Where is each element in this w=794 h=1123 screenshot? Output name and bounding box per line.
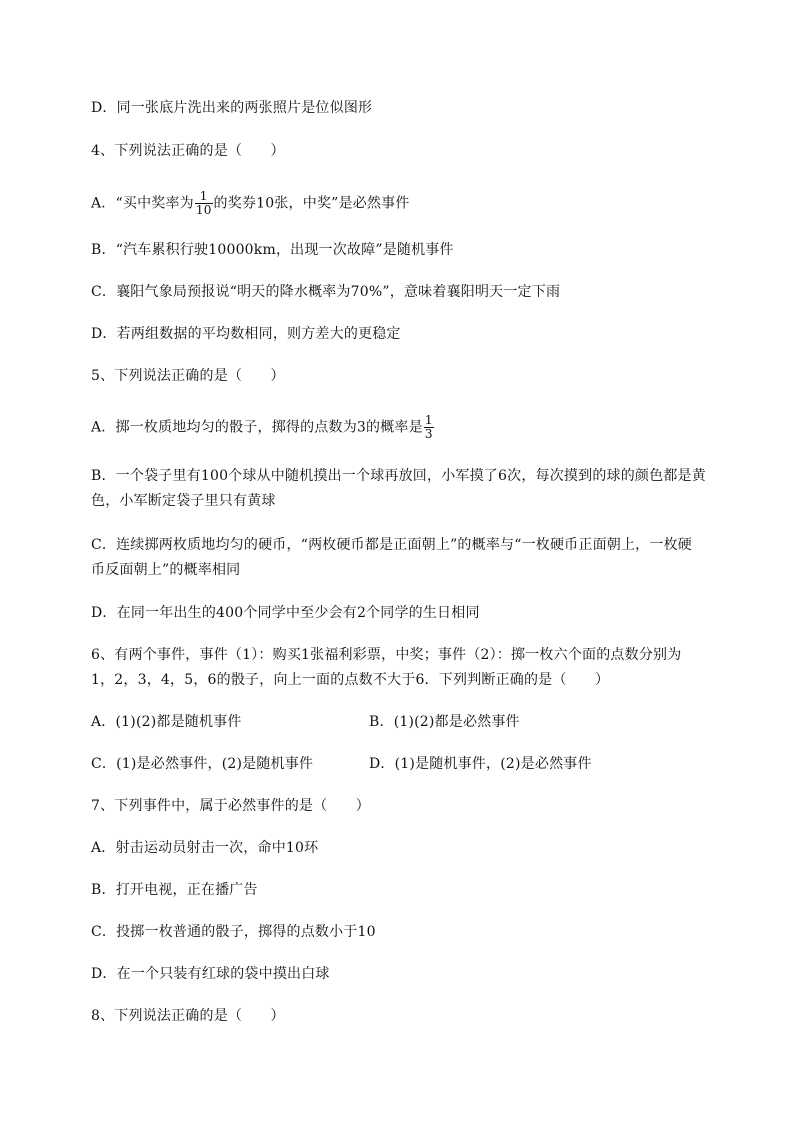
q6-option-b: B．(1)(2)都是必然事件 (369, 714, 520, 730)
q7-option-b: B．打开电视，正在播广告 (91, 882, 258, 898)
q4-option-b: B．“汽车累积行驶10000km，出现一次故障”是随机事件 (91, 242, 454, 258)
q4-stem: 4、下列说法正确的是（ ） (91, 143, 285, 159)
q5-option-c-line1: C．连续掷两枚质地均匀的硬币，“两枚硬币都是正面朝上”的概率与“一枚硬币正面朝上，一枚硬 (91, 537, 692, 553)
q5-option-d: D．在同一年出生的400个同学中至少会有2个同学的生日相同 (91, 605, 480, 621)
fraction: $\frac{1}{3}$ (424, 413, 433, 441)
q7-option-a: A．射击运动员射击一次，命中10环 (91, 840, 319, 856)
q6-options-row2 (91, 754, 313, 774)
q6-option-c: C．(1)是必然事件，(2)是随机事件 (91, 756, 314, 772)
q6-option-a: A．(1)(2)都是随机事件 (91, 714, 242, 730)
q5-option-b-line2: 色，小军断定袋子里只有黄球 (91, 493, 276, 509)
q5-option-b-line1: B．一个袋子里有100个球从中随机摸出一个球再放回，小军摸了6次，每次摸到的球的颜色都是黄 (91, 468, 706, 484)
q4-option-a: A．“买中奖率为 $\frac{1}{10}$ 的奖券10张，中奖”是必然事件 (91, 189, 410, 217)
q5-option-c-line2: 币反面朝上”的概率相同 (91, 562, 241, 578)
q7-option-c: C．投掷一枚普通的骰子，掷得的点数小于10 (91, 924, 376, 940)
q5-option-a: A．掷一枚质地均匀的骰子，掷得的点数为3的概率是 $\frac{1}{3}$ (91, 413, 433, 441)
q4-option-d: D．若两组数据的平均数相同，则方差大的更稳定 (91, 326, 401, 342)
q3-option-d: D．同一张底片洗出来的两张照片是位似图形 (91, 100, 373, 116)
fraction: $\frac{1}{10}$ (195, 189, 212, 217)
q7-option-d: D．在一个只装有红球的袋中摸出白球 (91, 966, 330, 982)
q6-stem-line2: 1，2，3，4，5，6的骰子，向上一面的点数不大于6．下列判断正确的是（ ） (91, 672, 610, 688)
q6-options-row1 (91, 712, 242, 732)
q5-stem: 5、下列说法正确的是（ ） (91, 368, 285, 384)
q6-option-d: D．(1)是随机事件，(2)是必然事件 (369, 756, 592, 772)
q4-option-c: C．襄阳气象局预报说“明天的降水概率为70%”，意味着襄阳明天一定下雨 (91, 284, 561, 300)
q6-stem-line1: 6、有两个事件，事件（1）：购买1张福利彩票，中奖；事件（2）：掷一枚六个面的点数分别为 (91, 647, 682, 663)
q7-stem: 7、下列事件中，属于必然事件的是（ ） (91, 798, 370, 814)
q8-stem: 8、下列说法正确的是（ ） (91, 1008, 285, 1024)
